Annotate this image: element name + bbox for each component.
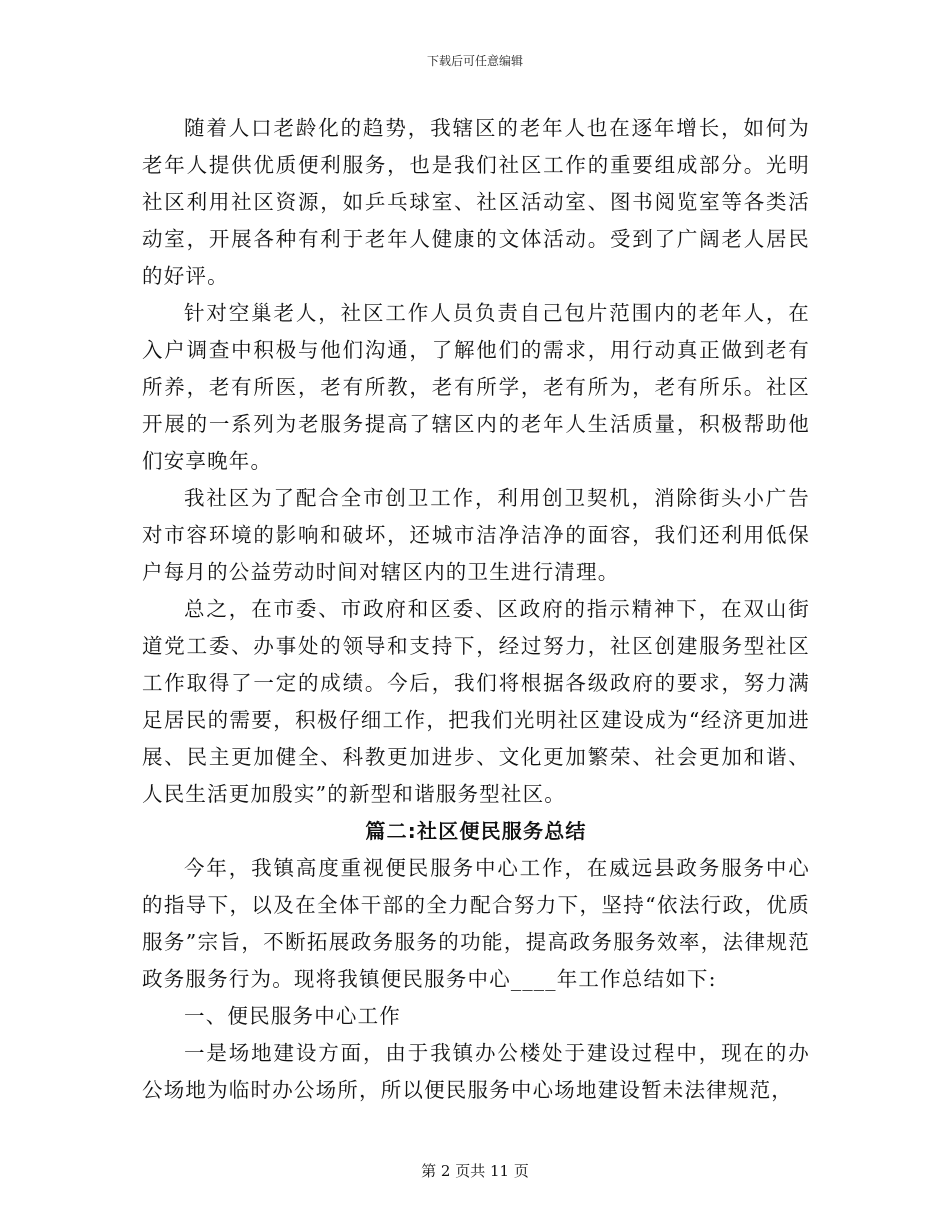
paragraph-empty-nest-elderly: 针对空巢老人，社区工作人员负责自己包片范围内的老年人，在入户调查中积极与他们沟通，了解他们的需求，用行动真正做到老有所养，老有所医，老有所教，老有所学，老有所为，老有所乐。社区开展的一系列为老服务提高了辖区内的老年人生活质量，积极帮助他们安享晚年。 [142, 301, 810, 473]
page-header: 下载后可任意编辑 [426, 54, 523, 68]
document-body [142, 110, 810, 1109]
paragraph-city-sanitation: 我社区为了配合全市创卫工作，利用创卫契机，消除街头小广告对市容环境的影响和破坏，还城市洁净洁净的面容，我们还利用低保户每月的公益劳动时间对辖区内的卫生进行清理。 [142, 486, 810, 584]
page-footer: 第 2 页共 11 页 [421, 1162, 529, 1180]
paragraph-site-construction: 一是场地建设方面，由于我镇办公楼处于建设过程中，现在的办公场地为临时办公场所，所以便民服务中心场地建设暂未法律规范， [142, 1041, 810, 1102]
paragraph-conclusion: 总之，在市委、市政府和区委、区政府的指示精神下，在双山街道党工委、办事处的领导和支持下，经过努力，社区创建服务型社区工作取得了一定的成绩。今后，我们将根据各级政府的要求，努力满足居民的需要，积极仔细工作，把我们光明社区建设成为“经济更加进展、民主更加健全、科教更加进步、文化更加繁荣、社会更加和谐、人民生活更加殷实”的新型和谐服务型社区。 [142, 597, 810, 806]
paragraph-elderly-services: 随着人口老龄化的趋势，我辖区的老年人也在逐年增长，如何为老年人提供优质便利服务，也是我们社区工作的重要组成部分。光明社区利用社区资源，如乒乓球室、社区活动室、图书阅览室等各类活动室，开展各种有利于老年人健康的文体活动。受到了广阔老人居民的好评。 [142, 116, 810, 288]
paragraph-subheading: 一、便民服务中心工作 [184, 1004, 401, 1028]
paragraph-section-intro: 今年，我镇高度重视便民服务中心工作，在威远县政务服务中心的指导下，以及在全体干部的全力配合努力下，坚持“依法行政，优质服务”宗旨，不断拓展政务服务的功能，提高政务服务效率，法律规范政务服务行为。现将我镇便民服务中心____年工作总结如下: [142, 856, 810, 991]
section-title: 篇二:社区便民服务总结 [365, 819, 587, 843]
